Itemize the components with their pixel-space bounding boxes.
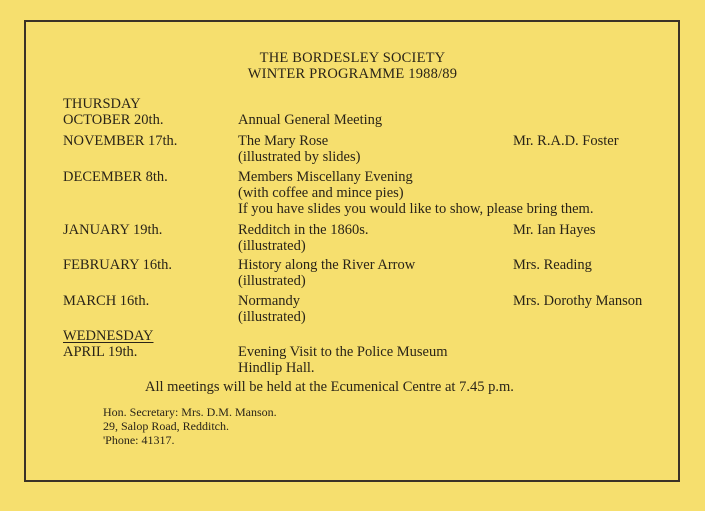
event-date: NOVEMBER 17th. bbox=[63, 133, 178, 149]
event-speaker: Mrs. Dorothy Manson bbox=[513, 293, 643, 309]
event-date: OCTOBER 20th. bbox=[63, 112, 164, 128]
event-description: Hindlip Hall. bbox=[238, 360, 315, 376]
event-day-wednesday: WEDNESDAY bbox=[63, 328, 154, 344]
programme-title: WINTER PROGRAMME 1988/89 bbox=[247, 66, 458, 82]
event-description: Redditch in the 1860s. bbox=[238, 222, 369, 238]
event-date: FEBRUARY 16th. bbox=[63, 257, 173, 273]
event-description: The Mary Rose bbox=[238, 133, 329, 149]
event-date: MARCH 16th. bbox=[63, 293, 150, 309]
event-date: JANUARY 19th. bbox=[63, 222, 163, 238]
secretary-line: Hon. Secretary: Mrs. D.M. Manson. bbox=[103, 405, 277, 419]
event-description: (illustrated) bbox=[238, 273, 306, 289]
event-description: Members Miscellany Evening bbox=[238, 169, 413, 185]
event-description: Evening Visit to the Police Museum bbox=[238, 344, 448, 360]
event-description: (illustrated) bbox=[238, 309, 306, 325]
event-description: History along the River Arrow bbox=[238, 257, 416, 273]
event-description: (illustrated) bbox=[238, 238, 306, 254]
event-description: If you have slides you would like to show, please bring them. bbox=[238, 201, 594, 217]
event-description: (with coffee and mince pies) bbox=[238, 185, 404, 201]
event-description: Normandy bbox=[238, 293, 301, 309]
secretary-address: 29, Salop Road, Redditch. bbox=[103, 419, 229, 433]
event-speaker: Mr. Ian Hayes bbox=[513, 222, 596, 238]
event-date: APRIL 19th. bbox=[63, 344, 138, 360]
venue-note: All meetings will be held at the Ecumenical Centre at 7.45 p.m. bbox=[145, 379, 514, 395]
event-date: DECEMBER 8th. bbox=[63, 169, 168, 185]
event-description: (illustrated by slides) bbox=[238, 149, 361, 165]
event-description: Annual General Meeting bbox=[238, 112, 383, 128]
event-day-thursday: THURSDAY bbox=[63, 96, 141, 112]
event-speaker: Mr. R.A.D. Foster bbox=[513, 133, 619, 149]
secretary-phone: 'Phone: 41317. bbox=[103, 433, 175, 447]
event-speaker: Mrs. Reading bbox=[513, 257, 592, 273]
society-title: THE BORDESLEY SOCIETY bbox=[259, 50, 446, 66]
